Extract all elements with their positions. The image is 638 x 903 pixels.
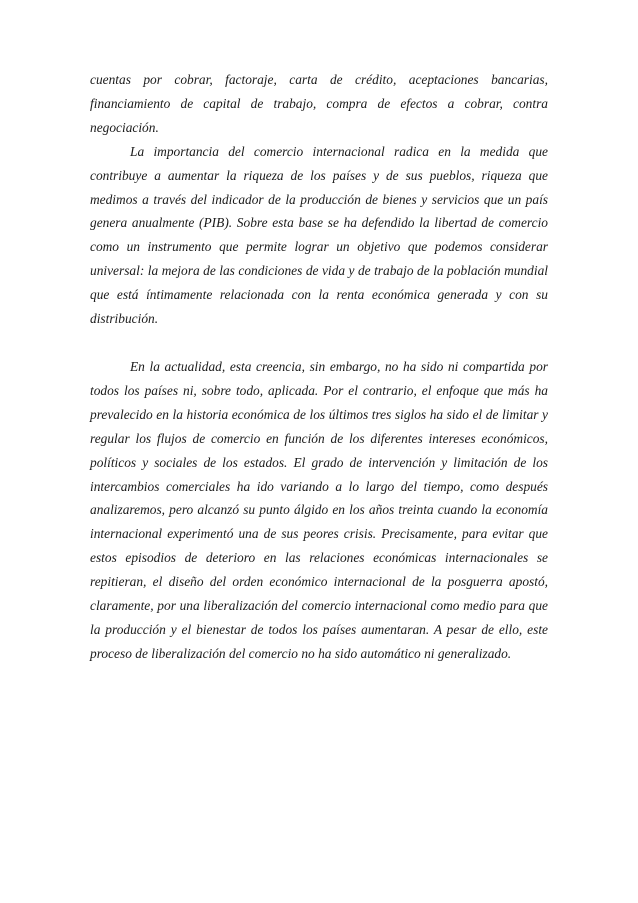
paragraph-continuation: cuentas por cobrar, factoraje, carta de crédito, aceptaciones bancarias, financiamiento de capital de trabajo, compra de efectos a cobrar, contra negociación. <box>90 72 548 135</box>
paragraph-current-situation: En la actualidad, esta creencia, sin embargo, no ha sido ni compartida por todos los países ni, sobre todo, aplicada. Por el contrario, el enfoque que más ha prevalecido en la historia económica de los últimos tres siglos ha sido el de limitar y regular los flujos de comercio en función de los diferentes intereses económicos, políticos y sociales de los estados. El grado de intervención y limitación de los intercambios comerciales ha ido variando a lo largo del tiempo, como después analizaremos, pero alcanzó su punto álgido en los años treinta cuando la economía internacional experimentó una de sus peores crisis. Precisamente, para evitar que estos episodios de deterioro en las relaciones económicas internacionales se repitieran, el diseño del orden económico internacional de la posguerra apostó, claramente, por una liberalización del comercio internacional como medio para que la producción y el bienestar de todos los países aumentaran. A pesar de ello, este proceso de liberalización del comercio no ha sido automático ni generalizado. <box>90 358 548 661</box>
paragraph-importance: La importancia del comercio internacional radica en la medida que contribuye a aumentar la riqueza de los países y de sus pueblos, riqueza que medimos a través del indicador de la producción de bienes y servicios que un país genera anualmente (PIB). Sobre esta base se ha defendido la libertad de comercio como un instrumento que permite lograr un objetivo que podemos considerar universal: la mejora de las condiciones de vida y de trabajo de la población mundial que está íntimamente relacionada con la renta económica generada y con su distribución. <box>90 143 548 327</box>
document-page <box>90 68 548 666</box>
paragraph-spacer <box>90 331 548 355</box>
